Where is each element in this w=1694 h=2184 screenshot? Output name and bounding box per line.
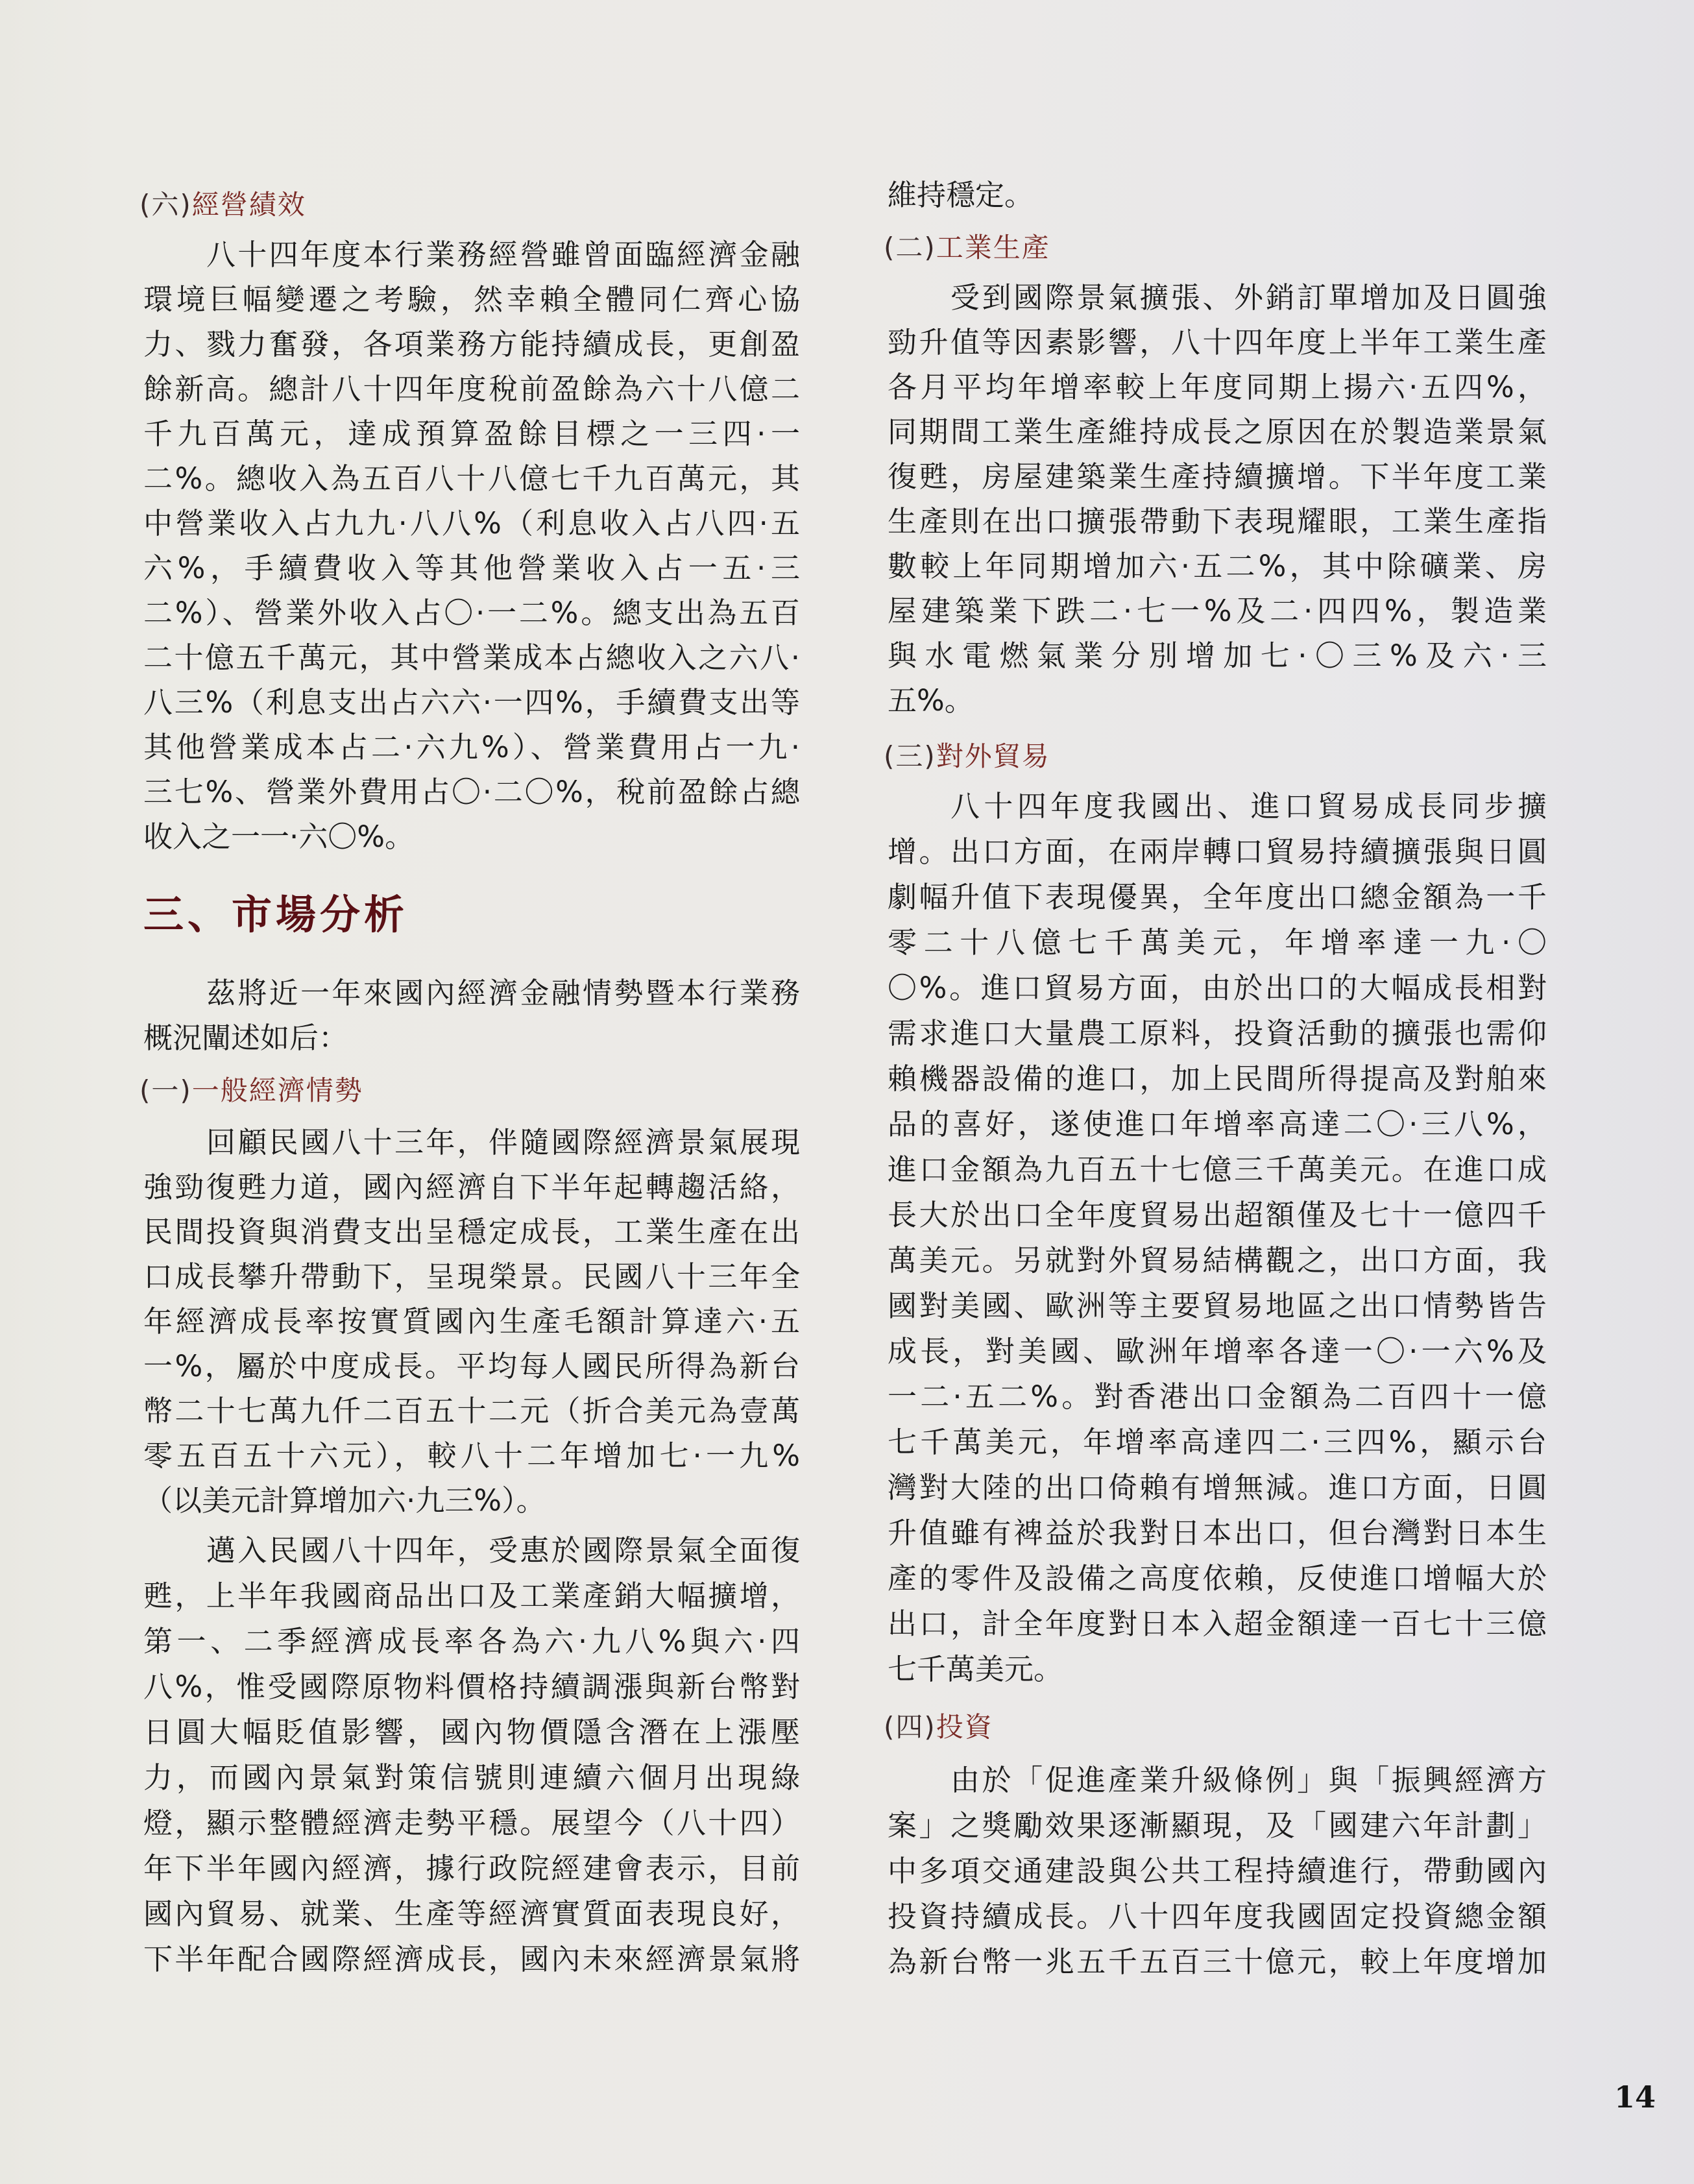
text-line: 收入之一一·六〇%。 <box>143 819 415 854</box>
text-line: 品的喜好，遂使進口年增率高達二〇·三八%， <box>888 1107 1547 1141</box>
text-line: 灣對大陸的出口倚賴有增無減。進口方面，日圓 <box>888 1470 1547 1505</box>
text-line: 中營業收入占九九·八八%（利息收入占八四·五 <box>143 506 800 540</box>
subheading-number: (一) <box>139 1074 192 1106</box>
text-line: 概況闡述如后： <box>143 1021 348 1055</box>
text-line: 茲將近一年來國內經濟金融情勢暨本行業務 <box>206 976 800 1010</box>
text-line: 三七%、營業外費用占〇·二〇%，稅前盈餘占總 <box>143 775 800 809</box>
text-line: 維持穩定。 <box>888 178 1034 212</box>
text-line: 八三%（利息支出占六六·一四%，手續費支出等 <box>143 685 800 720</box>
text-line: 年經濟成長率按實質國內生產毛額計算達六·五 <box>143 1304 800 1339</box>
text-line: 升值雖有裨益於我對日本出口，但台灣對日本生 <box>888 1516 1547 1550</box>
text-line: 甦，上半年我國商品出口及工業產銷大幅擴增， <box>143 1579 800 1613</box>
text-line: 長大於出口全年度貿易出超額僅及七十一億四千 <box>888 1198 1547 1232</box>
text-line: 〇%。進口貿易方面，由於出口的大幅成長相對 <box>888 971 1547 1005</box>
subheading-title: 經營績效 <box>191 189 306 221</box>
text-line: 強勁復甦力道，國內經濟自下半年起轉趨活絡， <box>143 1170 800 1204</box>
text-line: 成長，對美國、歐洲年增率各達一〇·一六%及 <box>888 1334 1547 1368</box>
subheading-number: (三) <box>884 740 936 772</box>
text-line: 一%，屬於中度成長。平均每人國民所得為新台 <box>143 1349 800 1383</box>
subheading-number: (四) <box>884 1711 936 1743</box>
subheading-investment <box>884 1709 993 1745</box>
text-line: 零二十八億七千萬美元，年增率達一九·〇 <box>888 925 1547 960</box>
text-line: 下半年配合國際經濟成長，國內未來經濟景氣將 <box>143 1942 800 1976</box>
text-line: 五%。 <box>888 683 974 718</box>
text-line: 為新台幣一兆五千五百三十億元，較上年度增加 <box>888 1945 1547 1979</box>
text-line: 零五百五十六元），較八十二年增加七·一九% <box>143 1438 800 1473</box>
text-line: 七千萬美元。 <box>888 1652 1063 1686</box>
subheading-title: 一般經濟情勢 <box>191 1074 363 1106</box>
text-line: 增。出口方面，在兩岸轉口貿易持續擴張與日圓 <box>888 834 1547 869</box>
text-line: 八%，惟受國際原物料價格持續調漲與新台幣對 <box>143 1669 800 1704</box>
subheading-number: (六) <box>139 189 192 221</box>
text-line: 勁升值等因素影響，八十四年度上半年工業生產 <box>888 325 1547 359</box>
subheading-title: 工業生產 <box>936 232 1050 263</box>
section-heading-market-analysis: 三、市場分析 <box>143 891 409 938</box>
text-line: 回顧民國八十三年，伴隨國際經濟景氣展現 <box>206 1125 800 1159</box>
text-line: 二十億五千萬元，其中營業成本占總收入之六八· <box>143 640 800 675</box>
text-line: 民間投資與消費支出呈穩定成長，工業生產在出 <box>143 1215 800 1249</box>
text-line: 燈，顯示整體經濟走勢平穩。展望今（八十四） <box>143 1806 800 1840</box>
text-line: 由於「促進產業升級條例」與「振興經濟方 <box>950 1763 1547 1797</box>
text-line: 第一、二季經濟成長率各為六·九八%與六·四 <box>143 1624 800 1658</box>
text-line: 二%）、營業外收入占〇·一二%。總支出為五百 <box>143 596 800 630</box>
text-line: 餘新高。總計八十四年度稅前盈餘為六十八億二 <box>143 372 800 406</box>
text-line: 二%。總收入為五百八十八億七千九百萬元，其 <box>143 461 800 496</box>
text-line: 其他營業成本占二·六九%）、營業費用占一九· <box>143 730 800 764</box>
text-line: 復甦，房屋建築業生產持續擴增。下半年度工業 <box>888 459 1547 494</box>
text-line: 各月平均年增率較上年度同期上揚六·五四%， <box>888 370 1547 404</box>
text-line: 七千萬美元，年增率高達四二·三四%，顯示台 <box>888 1425 1547 1459</box>
text-line: 受到國際景氣擴張、外銷訂單增加及日圓強 <box>950 280 1547 315</box>
subheading-general-economy <box>139 1073 363 1109</box>
text-line: 同期間工業生產維持成長之原因在於製造業景氣 <box>888 415 1547 449</box>
text-line: 萬美元。另就對外貿易結構觀之，出口方面，我 <box>888 1243 1547 1278</box>
text-line: 邁入民國八十四年，受惠於國際景氣全面復 <box>206 1533 800 1568</box>
text-line: 劇幅升值下表現優異，全年度出口總金額為一千 <box>888 880 1547 914</box>
text-line: 進口金額為九百五十七億三千萬美元。在進口成 <box>888 1152 1547 1187</box>
subheading-foreign-trade <box>884 738 1050 775</box>
text-line: 力、戮力奮發，各項業務方能持續成長，更創盈 <box>143 327 800 361</box>
text-line: 屋建築業下跌二·七一%及二·四四%，製造業 <box>888 594 1547 628</box>
text-line: 中多項交通建設與公共工程持續進行，帶動國內 <box>888 1854 1547 1888</box>
text-line: 八十四年度本行業務經營雖曾面臨經濟金融 <box>206 237 800 272</box>
subheading-industrial-production <box>884 230 1050 266</box>
text-line: 賴機器設備的進口，加上民間所得提高及對舶來 <box>888 1062 1547 1096</box>
text-line: 國內貿易、就業、生產等經濟實質面表現良好， <box>143 1897 800 1931</box>
text-line: 年下半年國內經濟，據行政院經建會表示，目前 <box>143 1851 800 1886</box>
text-line: 出口，計全年度對日本入超金額達一百七十三億 <box>888 1607 1547 1641</box>
text-line: 六%，手續費收入等其他營業收入占一五·三 <box>143 551 800 585</box>
text-line: 需求進口大量農工原料，投資活動的擴張也需仰 <box>888 1016 1547 1050</box>
text-line: 力，而國內景氣對策信號則連續六個月出現綠 <box>143 1760 800 1795</box>
subheading-operating-performance <box>139 187 306 223</box>
subheading-title: 投資 <box>936 1711 993 1743</box>
text-line: 一二·五二%。對香港出口金額為二百四十一億 <box>888 1379 1547 1414</box>
text-line: 投資持續成長。八十四年度我國固定投資總金額 <box>888 1899 1547 1934</box>
text-line: 案」之獎勵效果逐漸顯現，及「國建六年計劃」 <box>888 1808 1547 1843</box>
text-line: 與水電燃氣業分別增加七·〇三%及六·三 <box>888 638 1547 673</box>
text-line: 幣二十七萬九仟二百五十二元（折合美元為壹萬 <box>143 1394 800 1428</box>
text-line: 環境巨幅變遷之考驗，然幸賴全體同仁齊心協 <box>143 282 800 317</box>
text-line: 千九百萬元，達成預算盈餘目標之一三四·一 <box>143 417 800 451</box>
text-line: 生產則在出口擴張帶動下表現耀眼，工業生產指 <box>888 504 1547 539</box>
text-line: （以美元計算增加六·九三%）。 <box>143 1483 546 1518</box>
page-number: 14 <box>1614 2080 1656 2115</box>
subheading-number: (二) <box>884 232 936 263</box>
text-line: 國對美國、歐洲等主要貿易地區之出口情勢皆告 <box>888 1289 1547 1323</box>
text-line: 數較上年同期增加六·五二%，其中除礦業、房 <box>888 549 1547 583</box>
text-line: 日圓大幅貶值影響，國內物價隱含潛在上漲壓 <box>143 1715 800 1749</box>
text-line: 八十四年度我國出、進口貿易成長同步擴 <box>950 789 1547 823</box>
text-line: 產的零件及設備之高度依賴，反使進口增幅大於 <box>888 1561 1547 1596</box>
subheading-title: 對外貿易 <box>936 740 1050 772</box>
text-line: 口成長攀升帶動下，呈現榮景。民國八十三年全 <box>143 1259 800 1294</box>
